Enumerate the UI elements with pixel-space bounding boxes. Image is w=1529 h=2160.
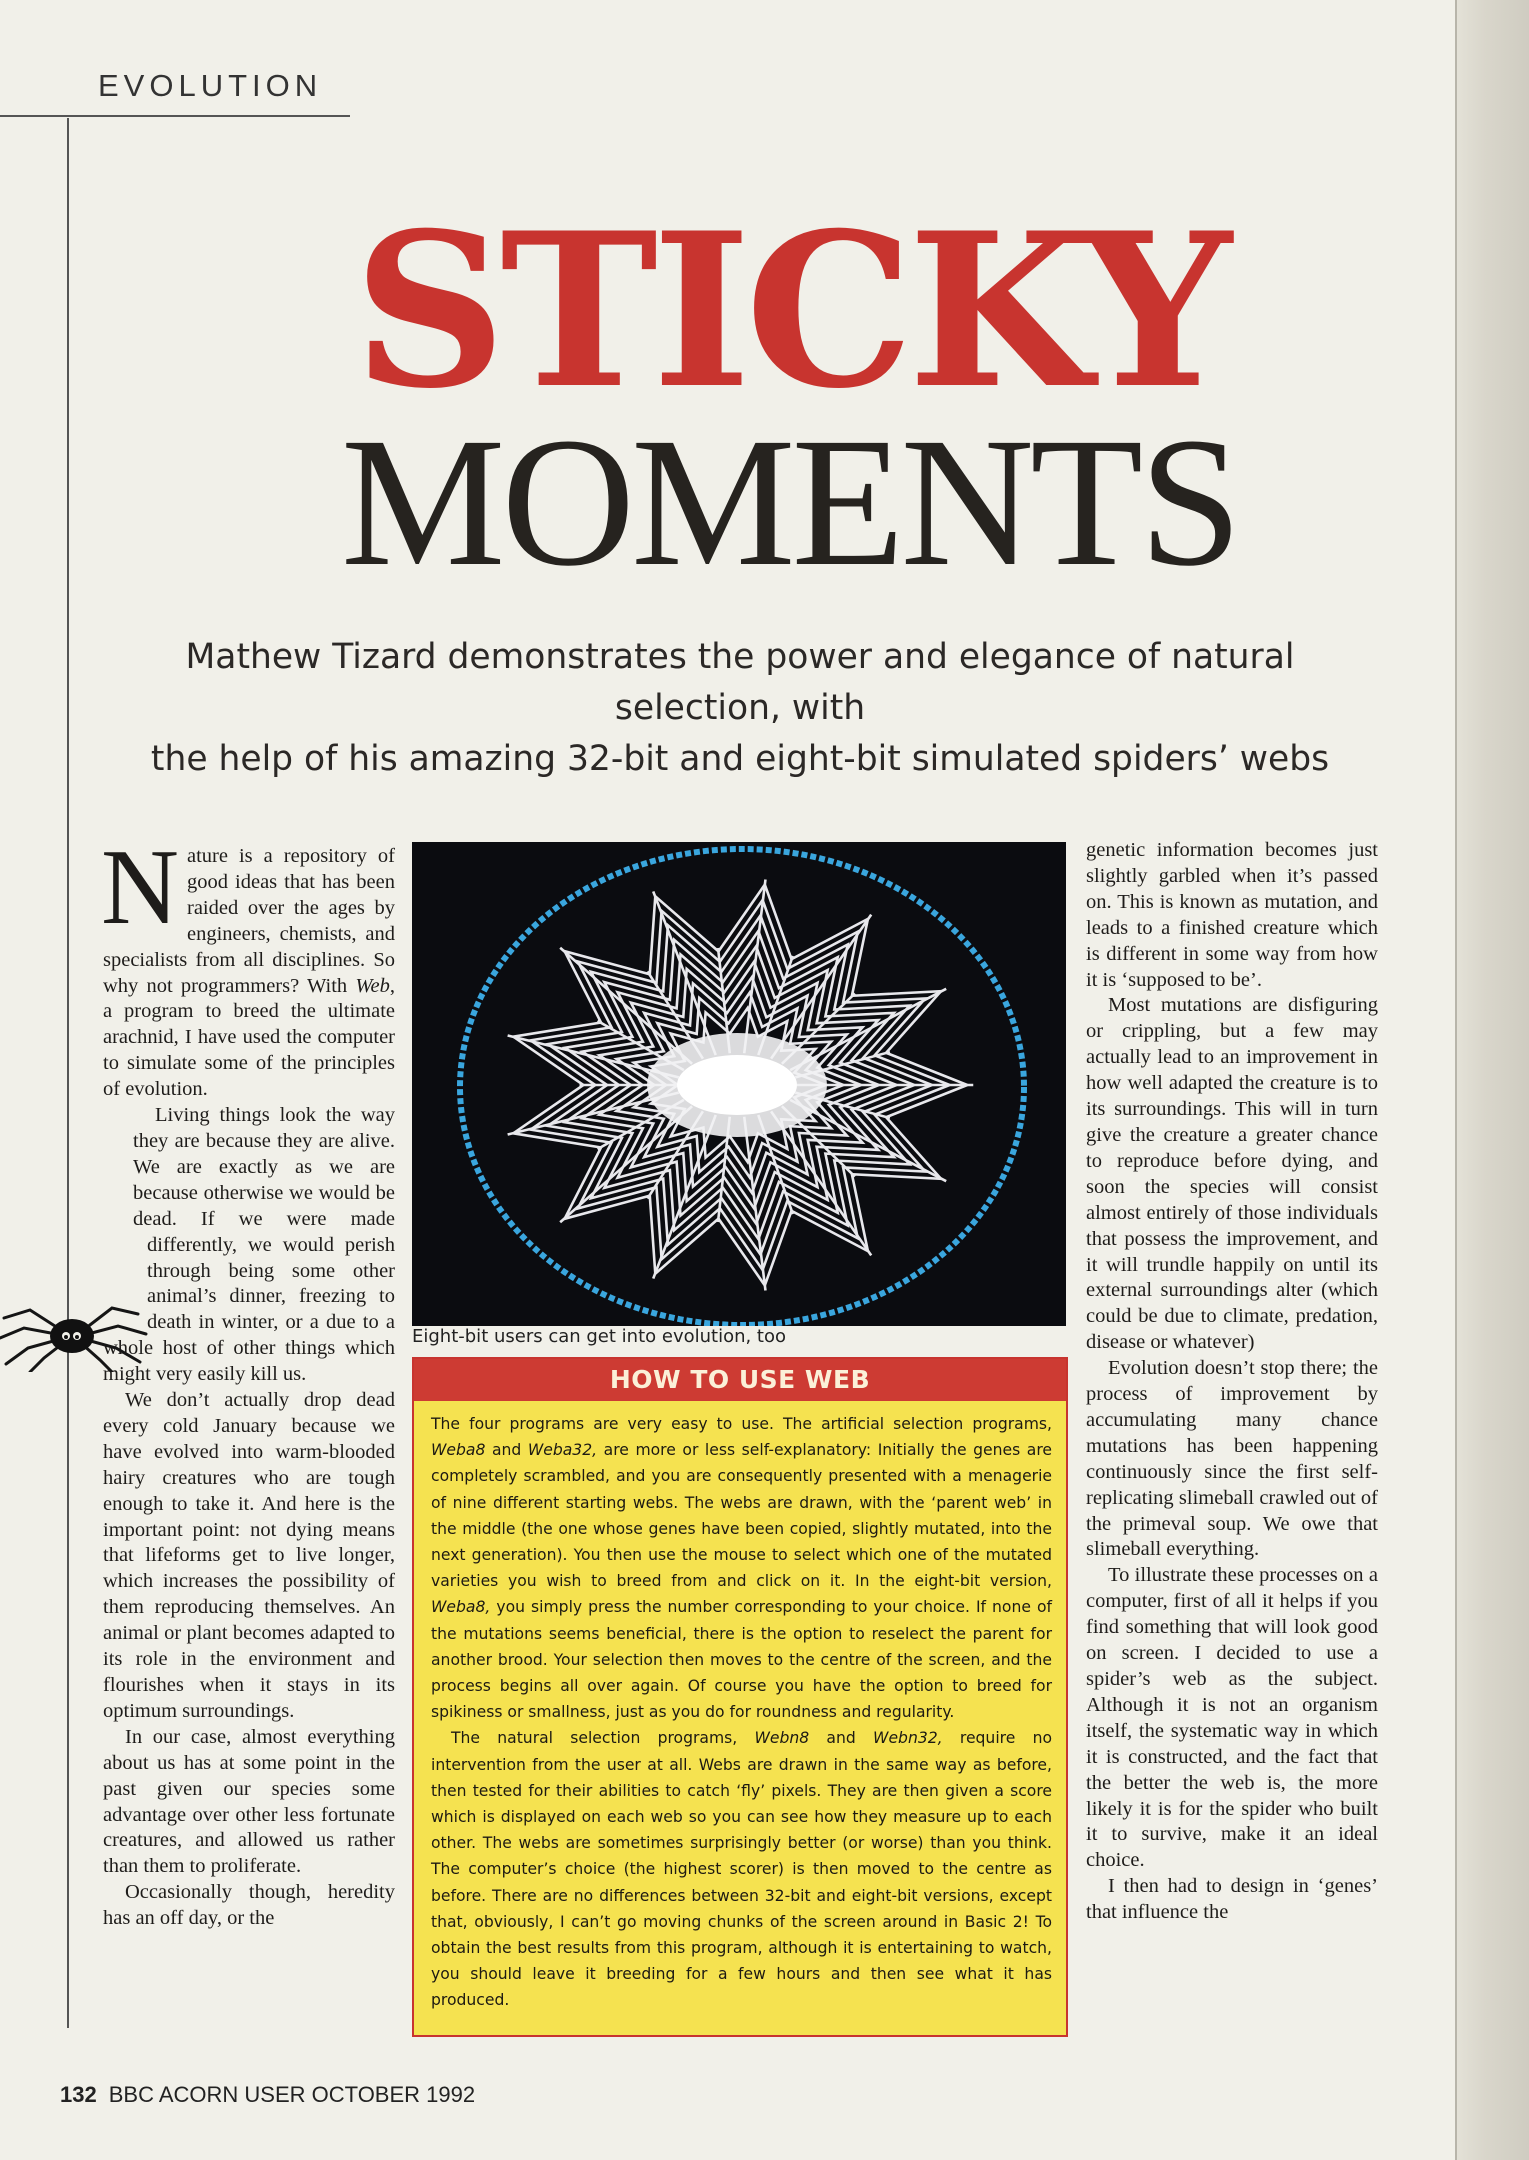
- web-screenshot: [412, 842, 1066, 1326]
- body-column-left: [101, 828, 395, 1932]
- page-number: 132: [60, 2082, 97, 2107]
- headline-moments: MOMENTS: [340, 400, 1239, 605]
- box-title: HOW TO USE WEB: [414, 1359, 1066, 1401]
- standfirst-line-1: Mathew Tizard demonstrates the power and elegance of natural selection, with: [185, 637, 1295, 728]
- body-paragraph: We don’t actually drop dead every cold January because we have evolved into warm-blooded hairy creatures who are tough enough to take it. And here is the important point: not dying means that lifeforms get to live longer, which increases the possibility of them reproducing themselves. An animal or plant becomes adapted to its role in the environment and flourishes when it stays in its optimum surroundings.: [103, 1389, 395, 1722]
- headline-sticky: STICKY: [353, 186, 1226, 435]
- section-rule: [0, 115, 350, 117]
- section-label: EVOLUTION: [98, 68, 323, 103]
- body-paragraph: Nature is a repository of good ideas that has been raided over the ages by engineers, chemists, and specialists from all disciplines. So why not programmers? With Web, a program to breed the ultimate arachnid, I have used the computer to simulate some of the principles of evolution.: [101, 828, 395, 1101]
- body-paragraph: Most mutations are disfiguring or crippling, but a few may actually lead to an improvement in how well adapted the creature is to its surroundings. This will in turn give the creature a greater chance to reproduce before dying, and soon the species will consist almost entirely of those individuals that possess the improvement, and it will trundle happily on until its external surroundings alter (which could be due to climate, predation, disease or whatever): [1086, 994, 1378, 1354]
- standfirst: [110, 632, 1370, 785]
- page-footer: [60, 2082, 475, 2108]
- body-paragraph: Evolution doesn’t stop there; the process of improvement by accumulating many chance mutations has been happening continuously since the first self-replicating slimeball crawled out of the primeval soup. We owe that slimeball everything.: [1086, 1357, 1378, 1561]
- box-paragraph: The natural selection programs, Webn8 and Webn32, require no intervention from the user at all. Webs are drawn in the same way as before, then tested for their abilities to catch ‘fly’ pixels. They are then given a score which is displayed on each web so you can see how they measure up to each other. The webs are sometimes surprisingly better (or worse) than you think. The computer’s choice (the highest scorer) is then moved to the centre as before. There are no differences between 32-bit and eight-bit versions, except that, obviously, I can’t go moving chunks of the screen around in Basic 2! To obtain the best results from this program, although it is entertaining to watch, you should leave it breeding for a few hours and then see what it has produced.: [431, 1729, 1052, 2010]
- body-paragraph: Occasionally though, heredity has an off day, or the: [103, 1881, 395, 1930]
- how-to-use-box: [412, 1357, 1068, 2037]
- drop-cap: N: [101, 828, 179, 947]
- body-paragraph: Living things look the way they are because they are alive. We are exactly as we are because otherwise we would be dead. If we were made differently, we would perish through being some other animal’s dinner, freezing to death in winter, or a due to a whole host of other things which might very easily kill us.: [103, 1104, 395, 1386]
- standfirst-line-2: the help of his amazing 32-bit and eight-bit simulated spiders’ webs: [150, 739, 1330, 779]
- spider-icon: [0, 1292, 150, 1372]
- body-paragraph: In our case, almost everything about us has at some point in the past given our species some advantage over other less fortunate creatures, and allowed us rather than them to proliferate.: [103, 1725, 395, 1878]
- figure-caption: Eight-bit users can get into evolution, too: [412, 1326, 787, 1347]
- body-column-right: [1086, 838, 1378, 1926]
- body-paragraph: To illustrate these processes on a computer, first of all it helps if you find something that will look good on screen. I decided to use a spider’s web as the subject. Although it is not an organism itself, the systematic way in which it is constructed, and the fact that the better the web is, the more likely it is for the spider who built it to survive, make it an ideal choice.: [1086, 1564, 1378, 1872]
- box-body: [414, 1401, 1066, 2014]
- body-paragraph: genetic information becomes just slightly garbled when it’s passed on. This is known as mutation, and leads to a finished creature which is different in some way from how it is ‘supposed to be’.: [1086, 839, 1378, 991]
- magazine-issue: BBC ACORN USER OCTOBER 1992: [108, 2082, 476, 2107]
- body-paragraph: I then had to design in ‘genes’ that influence the: [1086, 1875, 1378, 1924]
- box-paragraph: The four programs are very easy to use. The artificial selection programs, Weba8 and Weba32, are more or less self-explanatory: Initially the genes are completely scrambled, and you are consequently presented with a menagerie of nine different starting webs. The webs are drawn, with the ‘parent web’ in the middle (the one whose genes have been copied, slightly mutated, into the next generation). You then use the mouse to select which one of the mutated varieties you wish to breed from and click on it. In the eight-bit version, Weba8, you simply press the number corresponding to your choice. If none of the mutations seems beneficial, there is the option to reselect the parent for another brood. Your selection then moves to the centre of the screen, and the process begins all over again. Of course you have the option to breed for spikiness or smallness, just as you do for roundness and regularity.: [431, 1415, 1052, 1722]
